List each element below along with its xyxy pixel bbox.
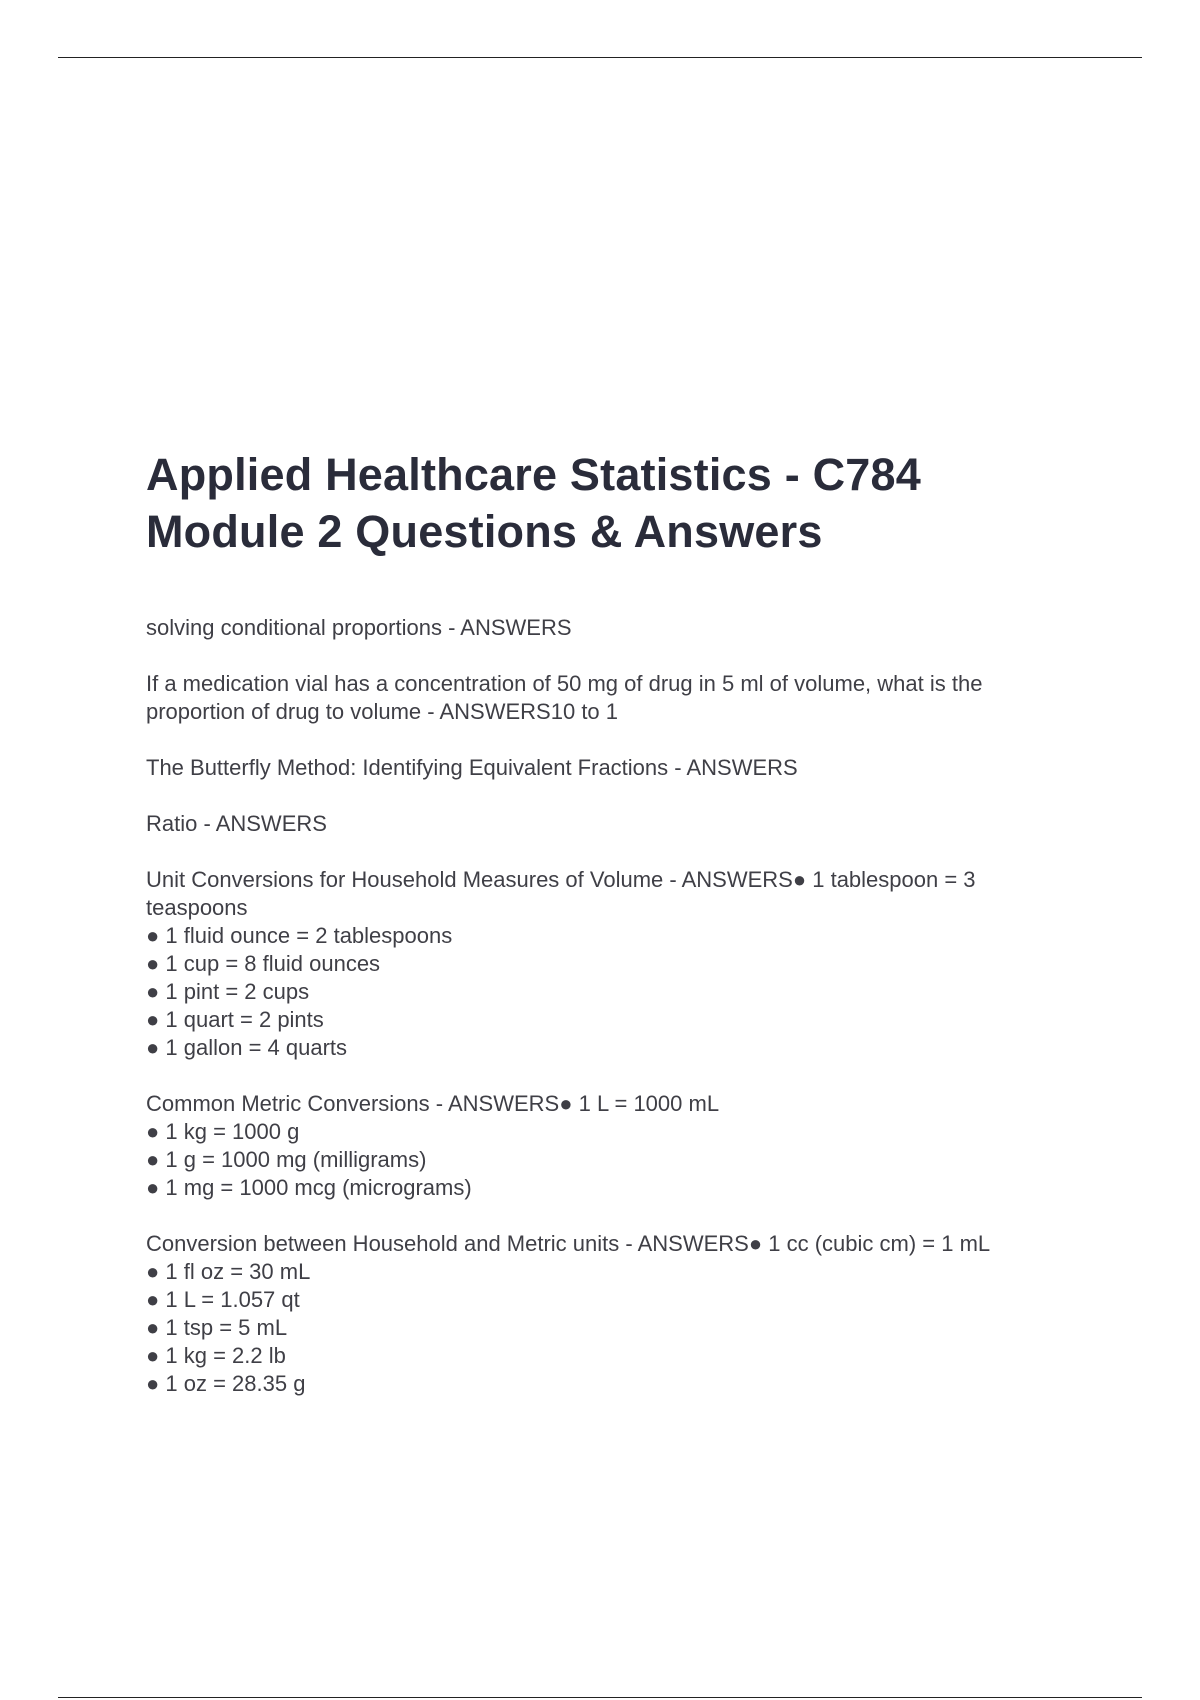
bullet-item: ● 1 tsp = 5 mL [146,1315,288,1340]
bullet-item: ● 1 pint = 2 cups [146,979,310,1004]
qa-entry [146,754,1096,782]
header-rule [58,57,1142,58]
qa-entry [146,1090,1096,1202]
bullet-item: ● 1 L = 1.057 qt [146,1287,300,1312]
entry-line: Conversion between Household and Metric units - ANSWERS● 1 cc (cubic cm) = 1 mL [146,1231,991,1256]
document-body [146,446,1096,1426]
bullet-item: ● 1 quart = 2 pints [146,1007,324,1032]
entry-line: The Butterfly Method: Identifying Equivalent Fractions - ANSWERS [146,755,798,780]
qa-entry [146,810,1096,838]
title-line-1: Applied Healthcare Statistics - C784 [146,449,921,500]
entry-line: proportion of drug to volume - ANSWERS10 to 1 [146,699,619,724]
entry-line: Unit Conversions for Household Measures of Volume - ANSWERS● 1 tablespoon = 3 [146,867,976,892]
qa-entry [146,866,1096,1062]
bullet-item: ● 1 cup = 8 fluid ounces [146,951,381,976]
entry-line: teaspoons [146,895,248,920]
qa-entries [146,614,1096,1398]
entry-line: Ratio - ANSWERS [146,811,327,836]
entry-line: solving conditional proportions - ANSWERS [146,615,572,640]
bullet-item: ● 1 oz = 28.35 g [146,1371,306,1396]
bullet-item: ● 1 kg = 1000 g [146,1119,300,1144]
entry-line: If a medication vial has a concentration of 50 mg of drug in 5 ml of volume, what is the [146,671,983,696]
qa-entry [146,1230,1096,1398]
bullet-item: ● 1 fl oz = 30 mL [146,1259,311,1284]
document-title [146,446,1096,560]
footer-rule [58,1697,1142,1698]
bullet-item: ● 1 g = 1000 mg (milligrams) [146,1147,427,1172]
title-line-2: Module 2 Questions & Answers [146,506,823,557]
bullet-item: ● 1 gallon = 4 quarts [146,1035,348,1060]
bullet-item: ● 1 mg = 1000 mcg (micrograms) [146,1175,472,1200]
entry-line: Common Metric Conversions - ANSWERS● 1 L = 1000 mL [146,1091,720,1116]
qa-entry [146,614,1096,642]
bullet-item: ● 1 kg = 2.2 lb [146,1343,286,1368]
qa-entry [146,670,1096,726]
bullet-item: ● 1 fluid ounce = 2 tablespoons [146,923,453,948]
